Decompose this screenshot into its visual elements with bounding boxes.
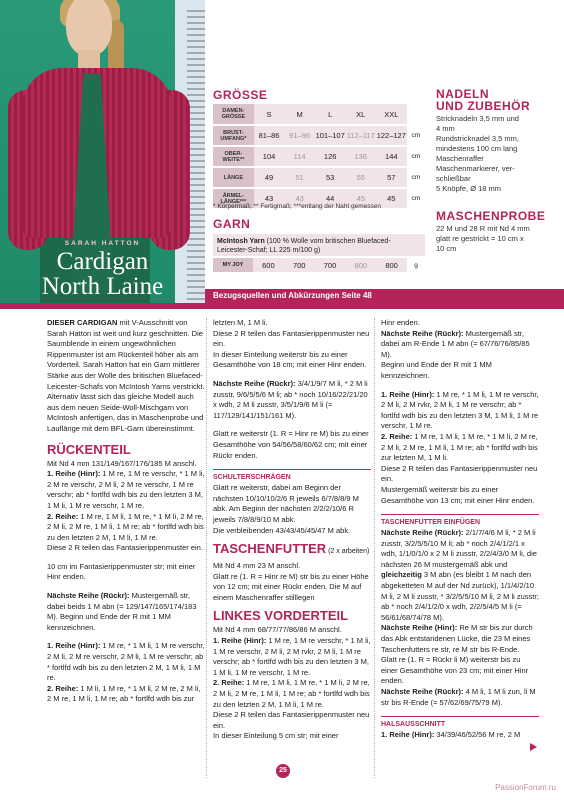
watermark: PassionForum.ru xyxy=(495,783,556,792)
row-label: 2. Reihe: xyxy=(47,683,79,693)
yarn-row-label: MY JOY xyxy=(213,258,253,272)
sizes-cell: 104 xyxy=(254,146,285,167)
row-label: 2. Reihe: xyxy=(47,511,79,521)
paragraph: Hinr enden. xyxy=(381,318,420,327)
gauge-line: 10 cm xyxy=(436,244,457,253)
sizes-cell: 144 xyxy=(376,146,407,167)
yarn-description xyxy=(213,234,425,256)
row-label: 1. Reihe (Hinr): xyxy=(381,389,435,399)
sizes-row-label: ÄRMEL- LÄNGE*** xyxy=(213,188,254,209)
row-label: Nächste Reihe (Rückr): xyxy=(213,378,296,388)
paragraph: Diese 2 R teilen das Fantasierippenmuster ein. xyxy=(47,543,203,553)
needles-line: Maschenraffer xyxy=(436,154,484,163)
paragraph xyxy=(213,636,371,678)
sizes-cell: XL xyxy=(345,104,376,125)
yarn-qty-unit: g xyxy=(407,258,425,272)
needles-heading-line-2: UND ZUBEHÖR xyxy=(436,99,531,113)
paragraph xyxy=(47,512,205,544)
row-text: Mustergemäß str, dabei am R-Ende 1 M abn (= 67/76/76/85/85 M). xyxy=(381,328,530,359)
sizes-row-label: DAMEN- GRÖSSE xyxy=(213,104,254,125)
gauge-text xyxy=(436,224,560,254)
pocket-heading-note: (2 x arbeiten) xyxy=(326,548,370,556)
yarn-qty-s: 600 xyxy=(253,258,284,272)
needles-heading xyxy=(436,88,560,112)
designer-name: SARAH HATTON xyxy=(64,240,141,247)
paragraph xyxy=(381,329,539,361)
needles-heading-line-1: NADELN xyxy=(436,87,489,101)
sizes-row-label: OBER- WEITE** xyxy=(213,146,254,167)
paragraph: Beginn und Ende der R mit 1 MM kennzeichnen. xyxy=(381,360,492,380)
paragraph xyxy=(213,379,371,421)
intro-paragraph xyxy=(47,318,205,435)
sizes-cell: 136 xyxy=(345,146,376,167)
paragraph xyxy=(213,483,371,536)
sizes-cell: S xyxy=(254,104,285,125)
row-text: Mustergemäß weiterstr bis zu einer Gesamthöhe von 13 cm; mit einer Hinr enden. xyxy=(381,484,535,505)
row-text: Die verbleibenden 43/43/45/45/47 M abk. xyxy=(213,525,351,535)
row-text: 2/1/7/4/6 M li, * 2 M li zusstr, 3/2/5/5/10 M li; ab * noch 2/4/1/2/1 x wdh, 1/1/0/1/0 x 2 M li zusstr, 2/2/4/3/0 M li, die nächsten 26 M mustergemäß abk und xyxy=(381,528,537,569)
paragraph xyxy=(213,561,371,603)
sizes-row xyxy=(213,104,425,125)
left-front-heading: LINKES VORDERTEIL xyxy=(213,608,349,624)
sizes-heading: GRÖSSE xyxy=(213,88,268,102)
sizes-table xyxy=(213,104,425,210)
paragraph xyxy=(381,623,539,655)
yarn-heading: GARN xyxy=(213,217,251,231)
row-text: 1 M re, 1 M li, 1 M re, * 1 M li, 2 M re, 2 M li, 2 M re, 1 M li, 1 M re; ab * fortlfd wdh bis zur letzten M, 1 M li. xyxy=(381,431,538,463)
row-text: 1 M re, 1 M li, 1 M re, * 1 M li, 2 M re, 2 M li, 2 M re, 1 M li, 1 M re; ab * fortlfd wdh bis zu den letzten 2 M, 1 M li, 1 M re. xyxy=(213,678,370,709)
sizes-cell: 43 xyxy=(284,188,315,209)
row-text: 1 M re, 1 M li, 1 M re, * 1 M li, 2 M re, 2 M li, 2 M re, 1 M li, 1 M re; ab * fortlfd wdh bis zu den letzten 2 M, 1 M li, 1 M re. xyxy=(47,511,204,542)
sizes-cell: 81–86 xyxy=(254,125,285,146)
needles-line: schließbar xyxy=(436,174,471,183)
sizes-cell: 53 xyxy=(315,167,346,188)
paragraph: Glatt re (1. R = Rückr li M) weiterstr bis zu einer Gesamthöhe von 23 cm; mit einer Hinr enden. xyxy=(381,655,529,686)
paragraph xyxy=(381,390,539,432)
paragraph xyxy=(47,641,205,683)
insert-pocket-heading: TASCHENFUTTER EINFÜGEN xyxy=(381,514,539,528)
needles-line: mindestens 100 cm lang xyxy=(436,144,518,153)
references-note: Bezugsquellen und Abkürzungen Seite 48 xyxy=(213,291,372,300)
sizes-cell: L xyxy=(315,104,346,125)
row-label: 2. Reihe: xyxy=(381,431,413,441)
sizes-cell: XXL xyxy=(376,104,407,125)
row-text: Re M str bis zur durch das Abk entstandenen Lücke, die 23 M eines Taschenfutters re str, re M str bis R-Ende. xyxy=(381,623,533,654)
sizes-cell: 57 xyxy=(376,167,407,188)
paragraph xyxy=(381,687,539,708)
yarn-qty-xxl: 800 xyxy=(376,258,407,272)
row-text: Mustergemäß str, dabei beids 1 M abn (= 129/147/165/174/183 M). xyxy=(47,591,197,622)
row-label: 1. Reihe (Hinr): xyxy=(47,469,101,479)
row-text: 1 M re, 1 M re verschr, * 1 M li, 1 M re verschr, 2 M li, 2 M rvkr, 2 M li, 1 M re verschr; ab * fortlfd wdh bis zu den letzten 3 M, 1 M li, 1 M re verschr, 1 M re. xyxy=(213,636,371,677)
row-label: Nächste Reihe (Hinr): xyxy=(381,623,458,633)
row-text: Diese 2 R teilen das Fantasierippenmuster neu ein. xyxy=(213,710,370,730)
row-text: 1 M re, * 1 M li, 1 M re verschr, 2 M li, 2 M rvkr, 2 M li, 1 M re verschr; ab * fortlfd wdh bis zu den letzten 3 M, 1 M li, 1 M re verschr, 1 M re. xyxy=(381,389,539,431)
pattern-title xyxy=(0,249,205,299)
title-banner xyxy=(0,235,205,305)
needles-line: Stricknadeln 3,5 mm und xyxy=(436,114,519,123)
pocket-heading-text: TASCHENFUTTER xyxy=(213,541,327,557)
neckline-heading: HALSAUSSCHNITT xyxy=(381,716,539,730)
title-line-1: Cardigan xyxy=(56,248,149,275)
row-text: In dieser Einteilung 5 cm str; mit einer xyxy=(213,731,339,741)
row-label: 1. Reihe (Hinr): xyxy=(381,730,435,740)
gauge-line: 22 M und 28 R mit Nd 4 mm xyxy=(436,224,530,233)
paragraph xyxy=(381,528,539,623)
yarn-details: (100 % Wolle vom britischen Bluefaced-Leicester-Schaf; LL 225 m/100 g) xyxy=(217,238,391,254)
sizes-cell: 126 xyxy=(315,146,346,167)
yarn-quantity-row xyxy=(213,258,425,272)
yarn-qty-l: 700 xyxy=(315,258,346,272)
shoulder-heading: SCHULTERSCHRÄGEN xyxy=(213,469,371,483)
sizes-footnote: * Körpermaß; ** Fertigmaß; ***entlang der Naht gemessen xyxy=(213,203,381,210)
text-column-1 xyxy=(47,318,205,713)
paragraph xyxy=(381,432,539,464)
sizes-row xyxy=(213,167,425,188)
sizes-row-label: BRUST- UMFANG* xyxy=(213,125,254,146)
paragraph: Mit Nd 4 mm 131/149/167/176/185 M anschl. xyxy=(47,458,197,468)
sizes-unit: cm xyxy=(407,125,425,146)
paragraph xyxy=(381,730,539,741)
sizes-unit: cm xyxy=(407,167,425,188)
yarn-quantity-table xyxy=(213,258,425,272)
row-label: 2. Reihe: xyxy=(213,678,245,688)
row-emphasis: gleichzeitig xyxy=(381,570,422,580)
paragraph xyxy=(213,318,371,371)
paragraph xyxy=(381,464,539,506)
row-text: In dieser Einteilung weiterstr bis zu einer Gesamthöhe von 18 cm; mit einer Hinr enden. xyxy=(213,349,367,370)
row-label: Nächste Reihe (Rückr): xyxy=(381,528,464,538)
sizes-cell: 91–96 xyxy=(284,125,315,146)
pocket-heading xyxy=(213,542,371,559)
page-number: 25 xyxy=(276,764,290,778)
model-face xyxy=(66,0,112,56)
sizes-cell: 45 xyxy=(376,188,407,209)
intro-text: mit V-Ausschnitt von Sarah Hatton ist weit und kurz geschnitten. Die Saumblende in einem ungewöhnlichen Rippenmuster ist am Rückenteil höher als am Vorderteil. Sarah Hatton hat ein Garn mittlerer Stärke aus der Wolle des britischen Bluefaced-Leicester-Schafs von McIntosh Yarns verstrickt. Alternativ lässt sich das gleiche Modell auch aus dem neuen Seide-Woll-Mischgarn von McIntosh anfertigen, das in Maschenprobe und Lauflänge mit dem BFL-Garn übereinstimmt. xyxy=(47,318,205,433)
yarn-qty-xl: 800 xyxy=(345,258,376,272)
needles-line: 4 mm xyxy=(436,124,455,133)
gauge-heading: MASCHENPROBE xyxy=(436,209,546,223)
sizes-cell: 43 xyxy=(254,188,285,209)
sizes-unit: cm xyxy=(407,188,425,209)
paragraph xyxy=(47,469,205,511)
sizes-row xyxy=(213,125,425,146)
row-text: Glatt re weiterstr, dabei am Beginn der nächsten 10/10/10/2/6 R jeweils 6/7/8/8/9 M abk. Am Beginn der nächsten 2/2/2/10/6 R jeweils 7/8/8/9/10 M abk. xyxy=(213,483,359,524)
column-divider xyxy=(206,318,207,778)
continue-arrow-icon xyxy=(530,743,537,751)
column-divider xyxy=(374,318,375,778)
paragraph: Glatt re weiterstr (1. R = Hinr re M) bis zu einer Gesamthöhe von 54/56/58/60/62 cm; mit einer Rückr enden. xyxy=(213,429,369,460)
paragraph: Mit Nd 4 mm 68/77/77/86/86 M anschl. xyxy=(213,625,342,635)
row-label: Nächste Reihe (Rückr): xyxy=(381,687,464,696)
row-text: 4 M li, 1 M li zun, li M str bis R-Ende (= 57/62/69/75/79 M). xyxy=(381,687,536,707)
intro-lead: DIESER CARDIGAN xyxy=(47,318,118,327)
row-label: Nächste Reihe (Rückr): xyxy=(47,591,130,601)
sizes-cell: 51 xyxy=(284,167,315,188)
row-text: 3 M abn (es bleibt 1 M nach den abgeketteten M auf der Nd zurück), 1/1/4/2/10 M li, 2 M li zusstr, * 3/2/5/5/10 M li, 2 M li zusstr; ab * noch 2/4/1/2/0 x wdh, 2/2/5/4/5 M li (= 56/61/68/74/78 M). xyxy=(381,570,539,622)
row-text: Glatt re (1. R = Hinr re M) str bis zu einer Höhe von 12 cm; mit einer Rückr enden. Die M auf einem Maschenraffer stilllegen xyxy=(213,571,369,602)
row-text: letzten M, 1 M li. xyxy=(213,318,268,327)
paragraph: 10 cm im Fantasierippenmuster str; mit einer Hinr enden. xyxy=(47,561,196,582)
yarn-qty-m: 700 xyxy=(284,258,315,272)
needles-list xyxy=(436,114,560,194)
paragraph xyxy=(213,710,371,742)
row-text: 1 M re, 1 M re verschr, * 1 M li, 2 M re verschr, 2 M li, 2 M re verschr, 1 M re verschr; ab * fortlfd wdh bis zu den letzten 3 M, 1 M li, 1 M re verschr, 1 M re. xyxy=(47,469,205,510)
sizes-cell: 101–107 xyxy=(315,125,346,146)
row-text: 34/39/46/52/56 M re, 2 M xyxy=(434,730,521,740)
paragraph xyxy=(47,684,205,705)
text-column-2 xyxy=(213,318,371,750)
paragraph xyxy=(47,591,205,633)
row-text: Diese 2 R teilen das Fantasierippenmuster neu ein. xyxy=(381,463,538,484)
row-text: Diese 2 R teilen das Fantasierippenmuster neu ein. xyxy=(213,328,370,349)
sizes-row-label: LÄNGE xyxy=(213,167,254,188)
sizes-unit xyxy=(407,104,425,125)
sizes-cell: 45 xyxy=(345,188,376,209)
title-line-2: North Laine xyxy=(41,273,164,300)
accent-bar xyxy=(0,291,564,309)
gauge-line: glatt re gestrickt = 10 cm x xyxy=(436,234,524,243)
sizes-cell: 49 xyxy=(254,167,285,188)
sizes-unit: cm xyxy=(407,146,425,167)
row-label: 1. Reihe (Hinr): xyxy=(47,641,101,651)
row-text: 3/4/1/9/7 M li, * 2 M li zusstr, 9/6/5/5/6 M li; ab * noch 10/16/22/21/20 x wdh, 2 M li zusstr, 3/5/1/9/6 M li (= 117/129/141/151/161 M). xyxy=(213,378,368,420)
row-text: Mit Nd 4 mm 23 M anschl. xyxy=(213,561,301,571)
sizes-cell: 55 xyxy=(345,167,376,188)
sizes-cell: 114 xyxy=(284,146,315,167)
row-text: Beginn und Ende der R mit 1 MM kennzeichnen. xyxy=(47,612,171,632)
sizes-cell: 112–117 xyxy=(345,125,376,146)
row-label: 1. Reihe (Hinr): xyxy=(213,636,267,646)
yarn-brand: McIntosh Yarn xyxy=(217,238,265,245)
needles-line: Rundstricknadel 3,5 mm, xyxy=(436,134,519,143)
row-text: 1 M li, 1 M re, * 1 M li, 2 M re, 2 M li, 2 M re, 1 M li, 1 M re; ab * fortlfd wdh bis zur xyxy=(47,683,201,704)
row-label: Nächste Reihe (Rückr): xyxy=(381,328,464,338)
paragraph xyxy=(213,678,371,710)
sizes-cell: 44 xyxy=(315,188,346,209)
needles-line: 5 Knöpfe, Ø 18 mm xyxy=(436,184,502,193)
back-heading: RÜCKENTEIL xyxy=(47,441,131,457)
row-text: 1 M re, * 1 M li, 1 M re verschr, 2 M li, 2 M re verschr, 2 M li, 1 M re verschr; ab * fortlfd wdh bis zu den letzten 2 M, 1 M li, 1 M re. xyxy=(47,641,205,683)
sizes-cell: 122–127 xyxy=(376,125,407,146)
sizes-row xyxy=(213,146,425,167)
sizes-cell: M xyxy=(284,104,315,125)
text-column-3 xyxy=(381,318,539,749)
needles-line: Maschenmarkierer, ver- xyxy=(436,164,515,173)
